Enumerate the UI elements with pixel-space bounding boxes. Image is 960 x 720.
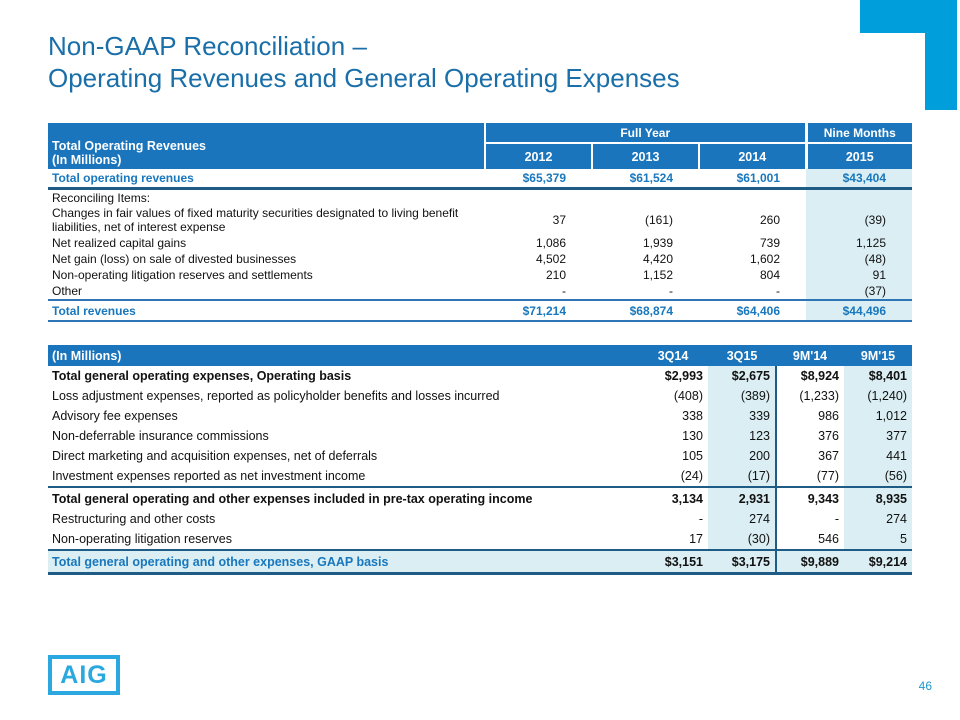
- column-header-3q14: 3Q14: [638, 345, 708, 366]
- revenues-corner-line1: Total Operating Revenues: [52, 139, 206, 153]
- cell-value: 5: [844, 529, 912, 550]
- cell-value: 546: [776, 529, 844, 550]
- cell-value: $8,401: [844, 366, 912, 386]
- cell-value: 739: [759, 236, 780, 250]
- aig-logo-text: AIG: [60, 660, 108, 689]
- table-row: [48, 169, 912, 189]
- table-row: [48, 283, 912, 300]
- year-header-2013: 2013: [592, 143, 699, 169]
- cell-value: 91: [806, 267, 912, 283]
- cell-value: (389): [708, 386, 776, 406]
- cell-value: 8,935: [844, 487, 912, 509]
- cell-value: 377: [844, 426, 912, 446]
- cell-value: $9,889: [776, 550, 844, 574]
- cell-value: $65,379: [485, 169, 592, 189]
- cell-value: (37): [806, 283, 912, 300]
- cell-value: 441: [844, 446, 912, 466]
- cell-value: 376: [776, 426, 844, 446]
- nine-months-group-header: Nine Months: [806, 123, 912, 143]
- table-row: [48, 267, 912, 283]
- row-label: Investment expenses reported as net investment income: [52, 469, 366, 483]
- table-row: [48, 466, 912, 487]
- table-row: [48, 366, 912, 386]
- cell-value: 105: [682, 449, 703, 463]
- row-label: Net realized capital gains: [52, 236, 187, 250]
- table-row: [48, 509, 912, 529]
- revenues-table: [48, 123, 912, 322]
- cell-value: (161): [644, 213, 673, 227]
- expenses-header-row: [48, 345, 912, 366]
- cell-value: $9,214: [844, 550, 912, 574]
- table-row: [48, 189, 912, 206]
- row-label: Net gain (loss) on sale of divested businesses: [52, 252, 297, 266]
- table-row: [48, 300, 912, 321]
- row-label: Loss adjustment expenses, reported as policyholder benefits and losses incurred: [52, 389, 500, 403]
- column-header-9m14: 9M'14: [776, 345, 844, 366]
- table-row: [48, 386, 912, 406]
- full-year-group-header: Full Year: [485, 123, 806, 143]
- cell-value: 2,931: [708, 487, 776, 509]
- table-row: [48, 205, 912, 235]
- table-row: [48, 235, 912, 251]
- slide-title-line2: Operating Revenues and General Operating Expenses: [48, 63, 680, 93]
- cell-value: $44,496: [806, 300, 912, 321]
- expenses-corner-header: (In Millions): [48, 345, 638, 366]
- cell-value: $71,214: [485, 300, 592, 321]
- cell-value: (408): [673, 389, 703, 403]
- cell-value: $3,151: [638, 550, 708, 574]
- cell-value: 210: [545, 268, 566, 282]
- cell-value: 260: [759, 213, 780, 227]
- cell-value: 338: [682, 409, 703, 423]
- table-row: [48, 487, 912, 509]
- row-label: Non-operating litigation reserves and settlements: [52, 268, 313, 282]
- cell-value: $61,001: [699, 169, 806, 189]
- cell-value: [699, 189, 806, 206]
- row-label: Total operating revenues: [48, 169, 485, 189]
- column-header-3q15: 3Q15: [708, 345, 776, 366]
- cell-value: 4,502: [535, 252, 566, 266]
- row-label: Direct marketing and acquisition expenses, net of deferrals: [52, 449, 378, 463]
- cell-value: (77): [776, 466, 844, 487]
- cell-value: -: [776, 509, 844, 529]
- cell-value: 986: [776, 406, 844, 426]
- cell-value: -: [669, 284, 673, 298]
- cell-value: (17): [708, 466, 776, 487]
- year-header-2012: 2012: [485, 143, 592, 169]
- cell-value: 1,602: [749, 252, 780, 266]
- cell-value: 274: [844, 509, 912, 529]
- cell-value: -: [776, 284, 780, 298]
- cell-value: 804: [759, 268, 780, 282]
- cell-value: $61,524: [592, 169, 699, 189]
- cell-value: -: [698, 512, 703, 526]
- cell-value: (56): [844, 466, 912, 487]
- table-row: [48, 446, 912, 466]
- table-row: [48, 406, 912, 426]
- row-label: Total revenues: [48, 300, 485, 321]
- cell-value: 274: [708, 509, 776, 529]
- cell-value: 1,152: [642, 268, 673, 282]
- expenses-table: [48, 345, 912, 575]
- row-label: Changes in fair values of fixed maturity securities designated to living benefit liabilities, net of interest expense: [52, 206, 459, 234]
- row-label: Non-deferrable insurance commissions: [52, 429, 269, 443]
- year-header-2015: 2015: [806, 143, 912, 169]
- slide-title-line1: Non-GAAP Reconciliation –: [48, 31, 367, 61]
- row-label: Other: [52, 284, 83, 298]
- row-label: Total general operating and other expenses included in pre-tax operating income: [48, 487, 638, 509]
- cell-value: -: [562, 284, 566, 298]
- cell-value: $43,404: [806, 169, 912, 189]
- row-label: Non-operating litigation reserves: [52, 532, 232, 546]
- cell-value: 200: [708, 446, 776, 466]
- cell-value: (1,240): [844, 386, 912, 406]
- column-header-9m15: 9M'15: [844, 345, 912, 366]
- cell-value: 1,086: [535, 236, 566, 250]
- row-label: Total general operating expenses, Operating basis: [52, 369, 352, 383]
- cell-value: $64,406: [699, 300, 806, 321]
- row-label: Restructuring and other costs: [52, 512, 216, 526]
- revenues-corner-line2: (In Millions): [52, 153, 122, 167]
- cell-value: $8,924: [776, 366, 844, 386]
- row-label: Advisory fee expenses: [52, 409, 178, 423]
- year-header-2014: 2014: [699, 143, 806, 169]
- row-label: Reconciling Items:: [52, 190, 151, 205]
- cell-value: (24): [680, 469, 703, 483]
- cell-value: $68,874: [592, 300, 699, 321]
- slide-title: [48, 30, 680, 94]
- cell-value: (39): [806, 205, 912, 235]
- cell-value: $2,675: [708, 366, 776, 386]
- cell-value: (48): [806, 251, 912, 267]
- page-number: 46: [918, 679, 932, 693]
- cell-value: 123: [708, 426, 776, 446]
- cell-value: 339: [708, 406, 776, 426]
- cell-value: 37: [552, 213, 566, 227]
- cell-value: $3,175: [708, 550, 776, 574]
- revenues-corner-header: [48, 123, 485, 169]
- table-row: [48, 529, 912, 550]
- cell-value: 130: [682, 429, 703, 443]
- cell-value: [592, 189, 699, 206]
- cell-value: (30): [708, 529, 776, 550]
- table-row: [48, 251, 912, 267]
- cell-value: 9,343: [776, 487, 844, 509]
- row-label: Total general operating and other expenses, GAAP basis: [48, 550, 638, 574]
- corner-accent-bar-vertical: [925, 0, 957, 110]
- cell-value: 1,939: [642, 236, 673, 250]
- cell-value: 1,012: [844, 406, 912, 426]
- aig-logo: [48, 655, 120, 695]
- cell-value: [806, 189, 912, 206]
- cell-value: (1,233): [776, 386, 844, 406]
- cell-value: 17: [689, 532, 703, 546]
- revenues-group-header-row: [48, 123, 912, 143]
- cell-value: [485, 189, 592, 206]
- cell-value: 3,134: [638, 487, 708, 509]
- cell-value: 1,125: [806, 235, 912, 251]
- cell-value: 367: [776, 446, 844, 466]
- cell-value: 4,420: [642, 252, 673, 266]
- cell-value: $2,993: [664, 369, 703, 383]
- table-row: [48, 550, 912, 574]
- table-row: [48, 426, 912, 446]
